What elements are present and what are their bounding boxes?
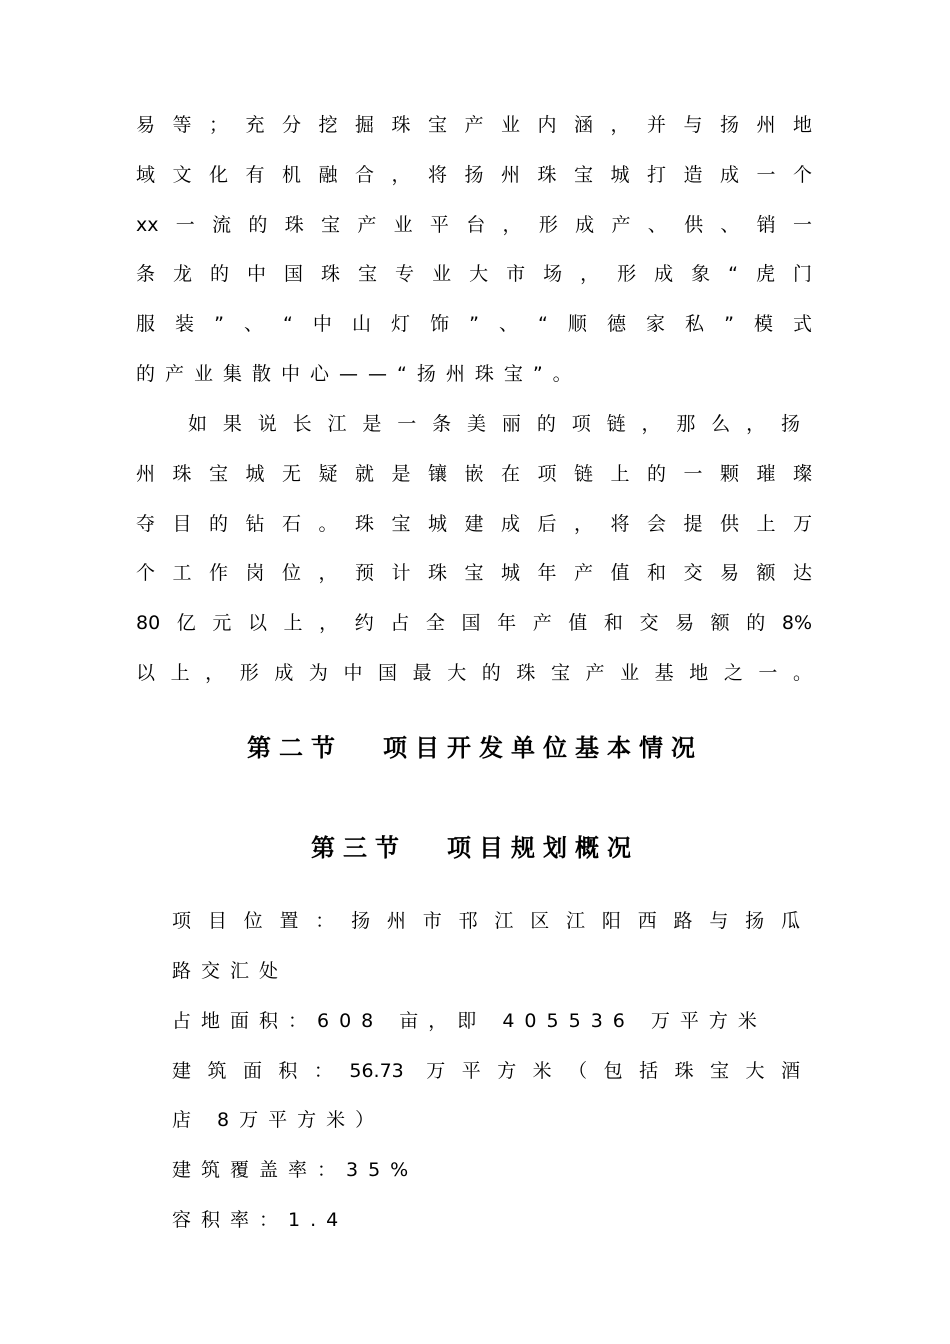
text-line: 的产业集散中心——“扬州珠宝”。: [136, 363, 582, 385]
section-title: 项目规划概况: [447, 834, 639, 862]
section-title: 项目开发单位基本情况: [383, 734, 703, 762]
text-line: xx一流的珠宝产业平台，形成产、供、销一: [136, 214, 812, 236]
text-line: 易等；充分挖掘珠宝产业内涵，并与扬州地: [136, 114, 812, 136]
section-heading-2: [0, 732, 950, 764]
text-line: 以上，形成为中国最大的珠宝产业基地之一。: [136, 662, 812, 684]
floor-area-line-continued: 店 8万平方米）: [172, 1109, 385, 1131]
text-line: 服装”、“中山灯饰”、“顺德家私”模式: [136, 313, 812, 335]
text-line: 夺目的钻石。珠宝城建成后，将会提供上万: [136, 513, 812, 535]
location-line: 项目位置：扬州市邗江区江阳西路与扬瓜: [172, 910, 800, 932]
section-number: 第三节: [311, 834, 407, 862]
text-line: 州珠宝城无疑就是镶嵌在项链上的一颗璀璨: [136, 463, 812, 485]
text-line: 80亿元以上，约占全国年产值和交易额的8%: [136, 612, 812, 634]
floor-area-line: 建筑面积：56.73 万平方米（包括珠宝大酒: [172, 1060, 800, 1082]
coverage-ratio-line: 建筑覆盖率：35%: [172, 1159, 419, 1181]
location-line-continued: 路交汇处: [172, 960, 289, 982]
section-heading-3: [0, 832, 950, 864]
text-line: 如果说长江是一条美丽的项链，那么，扬: [188, 413, 800, 435]
text-line: 条龙的中国珠宝专业大市场，形成象“虎门: [136, 263, 812, 285]
section-number: 第二节: [247, 734, 343, 762]
text-line: 个工作岗位，预计珠宝城年产值和交易额达: [136, 562, 812, 584]
site-area-line: 占地面积：608 亩，即 405536 万平方米: [172, 1010, 767, 1032]
text-line: 域文化有机融合，将扬州珠宝城打造成一个: [136, 164, 812, 186]
plot-ratio-line: 容积率：1.4: [172, 1209, 349, 1231]
